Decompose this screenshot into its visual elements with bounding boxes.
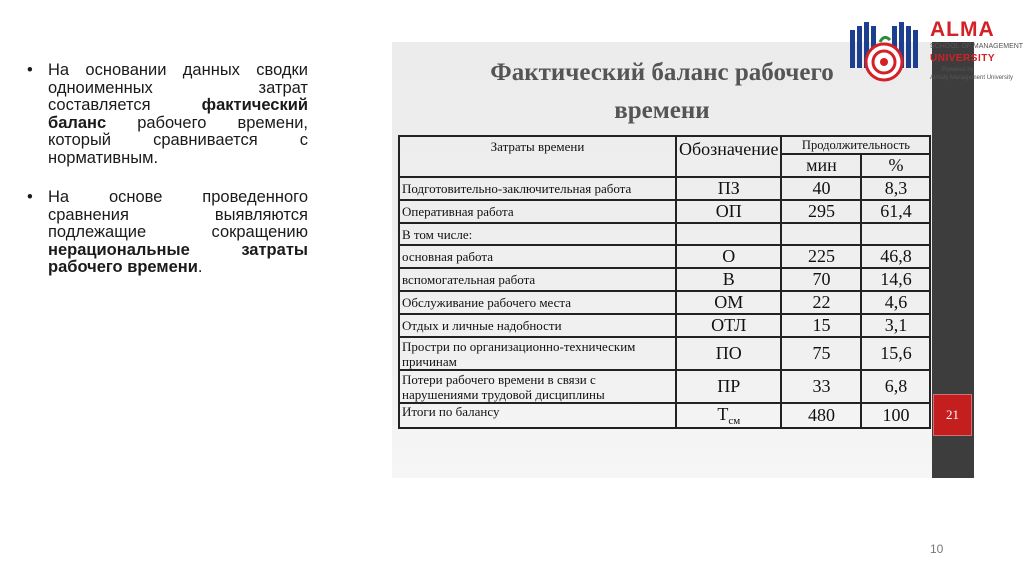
- row-code: О: [676, 245, 781, 268]
- bullet-item-2: [24, 189, 308, 277]
- table-total-row: [399, 403, 930, 428]
- table-row: [399, 200, 930, 223]
- bullet-1-text: На основании данных сводки одноименных затрат составляется: [48, 61, 308, 114]
- slide-number-badge: [933, 394, 972, 436]
- table-row: [399, 223, 930, 245]
- row-name: В том числе:: [399, 223, 676, 245]
- embedded-slide-image: [392, 42, 974, 478]
- table-row: [399, 314, 930, 337]
- row-pct: 15,6: [861, 337, 930, 370]
- slide-sidebar: [932, 42, 974, 478]
- slide-title-line-1: Фактический баланс рабочего: [490, 59, 834, 86]
- row-code: ОТЛ: [676, 314, 781, 337]
- row-pct: 3,1: [861, 314, 930, 337]
- header-min: мин: [781, 154, 861, 177]
- slide-title-line-2: времени: [614, 97, 710, 124]
- total-code: [676, 403, 781, 428]
- row-min: 70: [781, 268, 861, 291]
- row-name: Отдых и личные надобности: [399, 314, 676, 337]
- row-code: ПЗ: [676, 177, 781, 200]
- row-pct: 6,8: [861, 370, 930, 403]
- row-code: ПР: [676, 370, 781, 403]
- bullet-dot-icon: •: [27, 61, 33, 79]
- row-name: Потери рабочего времени в связи с нарушениями трудовой дисциплины: [399, 370, 676, 403]
- row-min: 295: [781, 200, 861, 223]
- table-row: [399, 268, 930, 291]
- logo-management: SCHOOL OF MANAGEMENT: [930, 43, 1024, 50]
- table-row: [399, 337, 930, 370]
- row-name: Подготовительно-заключительная работа: [399, 177, 676, 200]
- logo-partner: Almaty Management University: [930, 75, 1014, 81]
- bullet-2-bold: нерациональные затраты рабочего времени: [48, 240, 308, 276]
- row-min: 33: [781, 370, 861, 403]
- row-pct: 4,6: [861, 291, 930, 314]
- row-code: ОМ: [676, 291, 781, 314]
- total-pct: 100: [861, 403, 930, 428]
- row-name: Оперативная работа: [399, 200, 676, 223]
- table-row: [399, 245, 930, 268]
- bullet-1-tail: рабочего времени, который сравнивается с нормативным.: [48, 113, 308, 167]
- bullet-item-1: [24, 62, 308, 167]
- bullet-1-bold: фактический баланс: [48, 96, 308, 132]
- row-code: В: [676, 268, 781, 291]
- slide-content-area: [392, 42, 932, 478]
- total-code-main: Т: [717, 404, 729, 424]
- logo-powered-by: Powered by: [942, 67, 974, 73]
- total-min: 480: [781, 403, 861, 428]
- time-balance-table: [398, 135, 931, 429]
- table-row: [399, 370, 930, 403]
- logo-name: ALMA: [930, 18, 995, 41]
- row-min: [781, 223, 861, 245]
- bullet-2-tail: .: [197, 258, 203, 276]
- row-name: Простри по организационно-техническим причинам: [399, 337, 676, 370]
- row-pct: 8,3: [861, 177, 930, 200]
- page-number: 10: [930, 542, 944, 556]
- row-pct: 46,8: [861, 245, 930, 268]
- header-duration: Продолжительность: [781, 136, 930, 154]
- logo-university: UNIVERSITY: [930, 53, 996, 64]
- row-min: 15: [781, 314, 861, 337]
- row-min: 22: [781, 291, 861, 314]
- header-cost: Затраты времени: [399, 136, 676, 177]
- row-name: основная работа: [399, 245, 676, 268]
- table-row: [399, 177, 930, 200]
- header-percent: %: [861, 154, 930, 177]
- table-header-row: [399, 136, 930, 154]
- slide-number: 21: [946, 407, 959, 422]
- row-code: ОП: [676, 200, 781, 223]
- row-pct: 14,6: [861, 268, 930, 291]
- row-name: вспомогательная работа: [399, 268, 676, 291]
- row-pct: 61,4: [861, 200, 930, 223]
- total-name: Итоги по балансу: [399, 403, 676, 428]
- row-min: 75: [781, 337, 861, 370]
- row-code: ПО: [676, 337, 781, 370]
- bullet-dot-icon: •: [27, 188, 33, 206]
- row-code: [676, 223, 781, 245]
- row-min: 40: [781, 177, 861, 200]
- bullet-2-text: На основе проведенного сравнения выявляются подлежащие сокращению: [48, 188, 308, 241]
- row-pct: [861, 223, 930, 245]
- row-name: Обслуживание рабочего места: [399, 291, 676, 314]
- bullet-list: [24, 62, 308, 277]
- alma-university-logo: [846, 16, 1024, 94]
- total-code-sub: см: [728, 415, 741, 427]
- table-row: [399, 291, 930, 314]
- book-swirl-icon: [846, 16, 926, 94]
- header-designation: Обозначение: [676, 136, 781, 177]
- row-min: 225: [781, 245, 861, 268]
